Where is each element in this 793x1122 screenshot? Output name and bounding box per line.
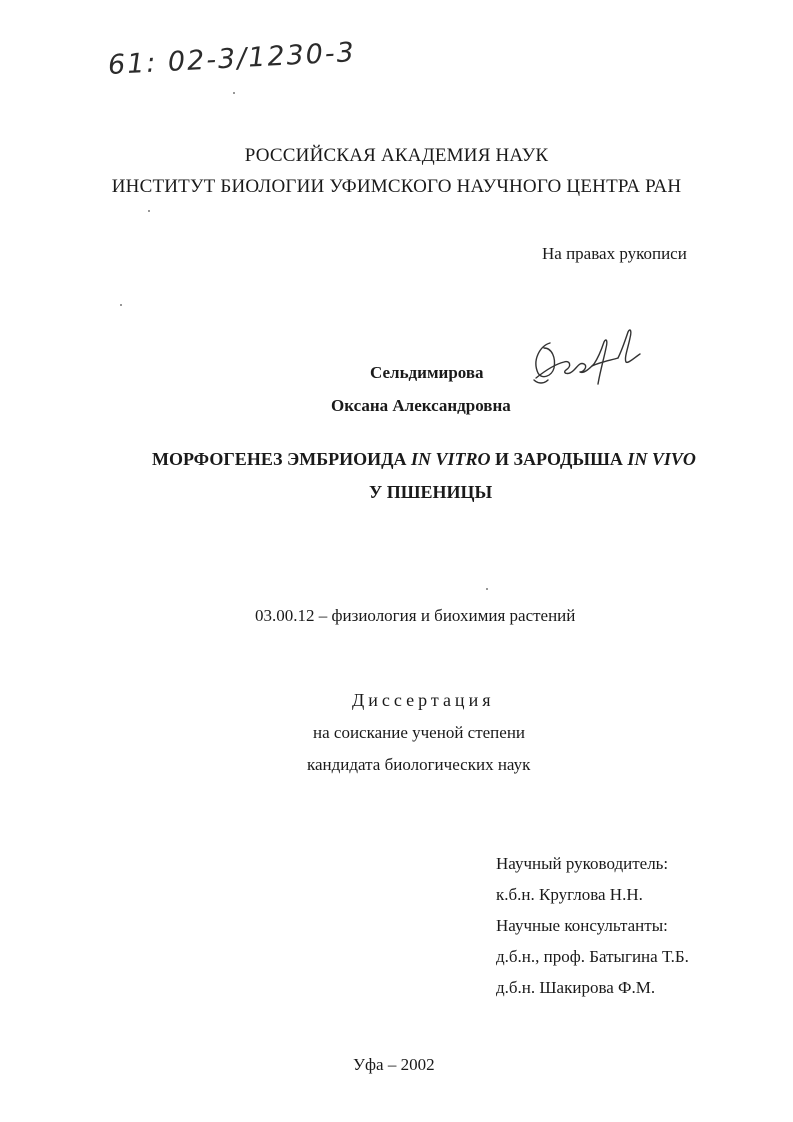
- consultant-2: д.б.н. Шакирова Ф.М.: [496, 978, 656, 997]
- scan-speck: [486, 588, 488, 590]
- advisors-block: [496, 848, 689, 1003]
- author-signature: [522, 318, 647, 398]
- specialty-code: 03.00.12 – физиология и биохимия растений: [255, 606, 576, 625]
- place-year: Уфа – 2002: [353, 1055, 435, 1074]
- archive-number: 61: 02-3/1230-3: [107, 37, 357, 81]
- degree-line-1: на соискание ученой степени: [313, 723, 526, 742]
- scan-speck: [233, 92, 235, 94]
- scan-speck: [120, 304, 122, 306]
- degree-line-2: кандидата биологических наук: [307, 755, 531, 774]
- dissertation-heading: Диссертация: [352, 690, 495, 710]
- thesis-title-line-2: У ПШЕНИЦЫ: [369, 482, 493, 502]
- title-part-2: И ЗАРОДЫША: [490, 449, 628, 469]
- supervisor-name: к.б.н. Круглова Н.Н.: [496, 885, 643, 904]
- consultants-label: Научные консультанты:: [496, 916, 668, 935]
- title-in-vitro: IN VITRO: [411, 449, 491, 469]
- supervisor-label: Научный руководитель:: [496, 854, 669, 873]
- rights-note: На правах рукописи: [542, 244, 687, 263]
- title-in-vivo: IN VIVO: [627, 449, 696, 469]
- scan-speck: [148, 210, 150, 212]
- organization-line-1: РОССИЙСКАЯ АКАДЕМИЯ НАУК: [244, 145, 549, 166]
- organization-line-2: ИНСТИТУТ БИОЛОГИИ УФИМСКОГО НАУЧНОГО ЦЕНТРА РАН: [111, 176, 682, 197]
- author-name: Оксана Александровна: [331, 396, 511, 415]
- thesis-title-line-1: [152, 449, 696, 470]
- consultant-1: д.б.н., проф. Батыгина Т.Б.: [496, 947, 689, 966]
- author-surname: Сельдимирова: [370, 363, 484, 382]
- title-part-1: МОРФОГЕНЕЗ ЭМБРИОИДА: [152, 449, 412, 469]
